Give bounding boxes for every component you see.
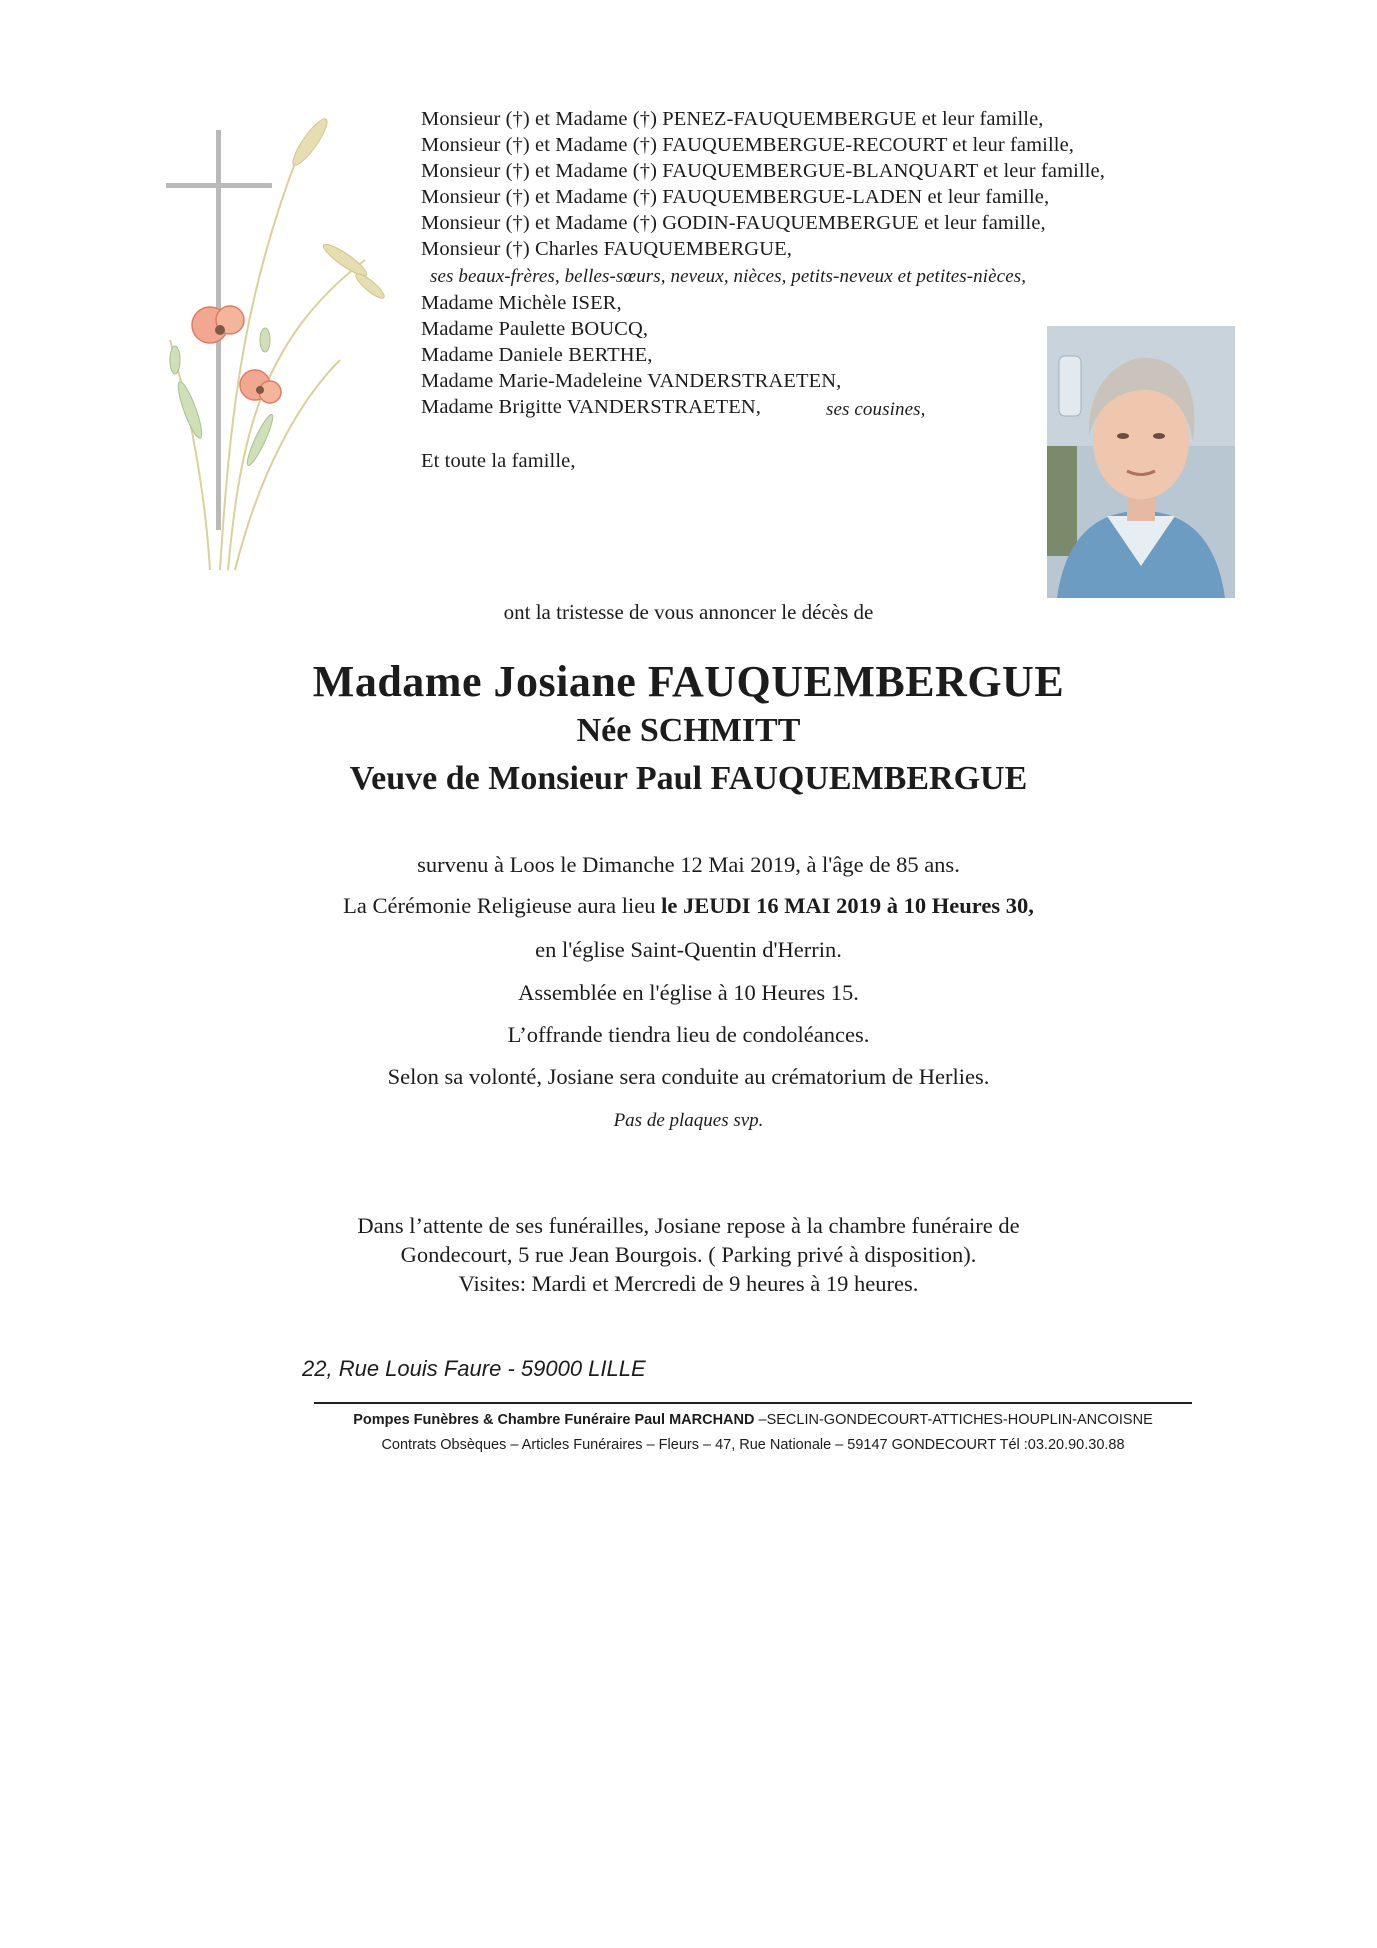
rest-line-1: Dans l’attente de ses funérailles, Josiane repose à la chambre funéraire de	[357, 1213, 1020, 1238]
cremation-line: Selon sa volonté, Josiane sera conduite au crématorium de Herlies.	[387, 1064, 990, 1089]
portrait-photo	[1047, 326, 1235, 598]
cousin-line: Madame Marie-Madeleine VANDERSTRAETEN,	[421, 370, 842, 392]
ceremony-date-time: le JEUDI 16 MAI 2019 à 10 Heures 30,	[661, 893, 1034, 918]
rest-line-3: Visites: Mardi et Mercredi de 9 heures à 19 heures.	[458, 1271, 919, 1296]
family-line: Monsieur (†) et Madame (†) PENEZ-FAUQUEMBERGUE et leur famille,	[421, 108, 1044, 130]
address: 22, Rue Louis Faure - 59000 LILLE	[302, 1356, 646, 1381]
company-name: Pompes Funèbres & Chambre Funéraire Paul MARCHAND	[353, 1412, 755, 1428]
family-line: Monsieur (†) et Madame (†) GODIN-FAUQUEMBERGUE et leur famille,	[421, 212, 1046, 234]
cross-poppies-illustration	[150, 110, 390, 580]
family-line: Monsieur (†) et Madame (†) FAUQUEMBERGUE-LADEN et leur famille,	[421, 186, 1050, 208]
ceremony-line	[0, 893, 1377, 919]
cousins-note: ses cousines,	[826, 399, 926, 420]
deceased-name: Madame Josiane FAUQUEMBERGUE	[312, 657, 1065, 706]
cousin-line: Madame Daniele BERTHE,	[421, 344, 653, 366]
announcement-text: ont la tristesse de vous annoncer le décès de	[503, 600, 874, 624]
family-line: Monsieur (†) Charles FAUQUEMBERGUE,	[421, 238, 792, 260]
offering-line: L’offrande tiendra lieu de condoléances.	[507, 1022, 870, 1047]
cross-horizontal	[166, 183, 272, 188]
widow-of: Veuve de Monsieur Paul FAUQUEMBERGUE	[349, 760, 1028, 797]
rest-line-2: Gondecourt, 5 rue Jean Bourgois. ( Parking privé à disposition).	[400, 1242, 977, 1267]
family-line: Monsieur (†) et Madame (†) FAUQUEMBERGUE-BLANQUART et leur famille,	[421, 160, 1105, 182]
ceremony-prefix: La Cérémonie Religieuse aura lieu	[343, 893, 662, 918]
relations-note: ses beaux-frères, belles-sœurs, neveux, nièces, petits-neveux et petites-nièces,	[430, 266, 1027, 287]
death-details: survenu à Loos le Dimanche 12 Mai 2019, à l'âge de 85 ans.	[417, 852, 960, 877]
cousin-line: Madame Brigitte VANDERSTRAETEN,	[421, 396, 761, 418]
maiden-name: Née SCHMITT	[576, 712, 801, 749]
family-line: Monsieur (†) et Madame (†) FAUQUEMBERGUE-RECOURT et leur famille,	[421, 134, 1074, 156]
all-family: Et toute la famille,	[421, 450, 576, 472]
cousin-line: Madame Michèle ISER,	[421, 292, 622, 314]
company-line	[318, 1412, 1188, 1428]
assembly-line: Assemblée en l'église à 10 Heures 15.	[518, 980, 859, 1005]
cousin-line: Madame Paulette BOUCQ,	[421, 318, 649, 340]
church-line: en l'église Saint-Quentin d'Herrin.	[535, 937, 842, 962]
company-locations: –SECLIN-GONDECOURT-ATTICHES-HOUPLIN-ANCOISNE	[754, 1412, 1153, 1428]
no-plaques-note: Pas de plaques svp.	[613, 1110, 764, 1131]
contracts-line: Contrats Obsèques – Articles Funéraires – Fleurs – 47, Rue Nationale – 59147 GONDECOURT Tél :03.20.90.30.88	[381, 1437, 1125, 1453]
footer-divider	[314, 1402, 1192, 1404]
